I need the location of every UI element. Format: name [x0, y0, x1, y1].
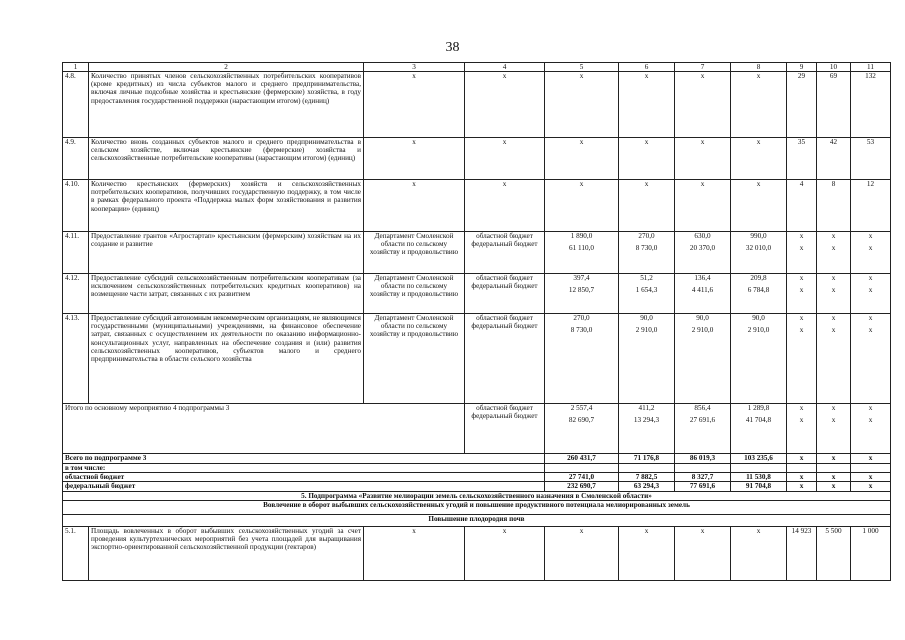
value: 90,0	[696, 314, 709, 322]
cell: х	[545, 72, 619, 138]
subtotal-label: Итого по основному мероприятию 4 подпрограммы 3	[63, 404, 465, 454]
value: х	[799, 314, 804, 322]
value: х	[831, 232, 836, 240]
value: х	[799, 286, 804, 295]
section-heading-row	[63, 491, 891, 500]
source-regional: областной бюджет	[476, 274, 533, 282]
cell	[545, 274, 619, 314]
program-table	[62, 62, 891, 581]
including-row	[63, 464, 891, 473]
cell: х	[364, 72, 465, 138]
cell	[675, 404, 731, 454]
cell	[675, 274, 731, 314]
value: х	[831, 404, 836, 412]
cell: 8	[817, 180, 851, 232]
cell: 260 431,7	[545, 454, 619, 464]
value: 82 690,7	[568, 416, 595, 425]
cell: х	[675, 180, 731, 232]
value: х	[868, 314, 873, 322]
cell: 12	[851, 180, 891, 232]
cell: х	[364, 180, 465, 232]
cell: 53	[851, 138, 891, 180]
section-heading-row	[63, 514, 891, 526]
value: х	[831, 416, 836, 425]
cell	[619, 274, 675, 314]
cell: х	[817, 454, 851, 464]
federal-budget-row	[63, 482, 891, 491]
table-row	[63, 314, 891, 404]
row-number: 4.10.	[63, 180, 89, 232]
cell: х	[465, 180, 545, 232]
cell: х	[851, 473, 891, 482]
value: 270,0	[573, 314, 590, 322]
value: 136,4	[694, 274, 711, 282]
row-name: Количество вновь созданных субъектов малого и среднего предпринимательства в сельском хозяйстве, включая крестьянские (фермерские) хозяйства и сельскохозяйственные потребительские кооперативы (нарастающим итогом) (единиц)	[89, 138, 364, 180]
cell: 232 690,7	[545, 482, 619, 491]
cell	[619, 404, 675, 454]
cell: х	[619, 138, 675, 180]
value: 2 910,0	[747, 326, 770, 335]
cell	[787, 274, 817, 314]
value: х	[831, 286, 836, 295]
cell: х	[851, 482, 891, 491]
value: 12 850,7	[568, 286, 595, 295]
value: х	[868, 232, 873, 240]
value: х	[831, 244, 836, 253]
cell: х	[545, 180, 619, 232]
cell: х	[619, 72, 675, 138]
value: 20 370,0	[689, 244, 716, 253]
col-header: 7	[675, 63, 731, 72]
source-regional: областной бюджет	[476, 314, 533, 322]
responsible-cell: Департамент Смоленской области по сельскому хозяйству и продовольствию	[364, 232, 465, 274]
value: 2 910,0	[691, 326, 714, 335]
cell: 1 000	[851, 526, 891, 580]
cell	[851, 464, 891, 473]
section-heading-row	[63, 500, 891, 514]
cell: х	[731, 526, 787, 580]
col-header: 8	[731, 63, 787, 72]
cell: х	[675, 72, 731, 138]
cell	[731, 404, 787, 454]
col-header: 4	[465, 63, 545, 72]
value: 61 110,0	[569, 244, 594, 253]
col-header: 3	[364, 63, 465, 72]
cell	[787, 464, 817, 473]
cell: х	[675, 138, 731, 180]
table-row	[63, 526, 891, 580]
cell: 71 176,8	[619, 454, 675, 464]
source-federal: федеральный бюджет	[471, 412, 538, 421]
cell	[731, 232, 787, 274]
row-number: 4.12.	[63, 274, 89, 314]
cell	[545, 464, 619, 473]
value: х	[831, 274, 836, 282]
cell	[545, 314, 619, 404]
value: х	[831, 314, 836, 322]
cell: 63 294,3	[619, 482, 675, 491]
source-cell	[465, 404, 545, 454]
cell: х	[675, 526, 731, 580]
source-federal: федеральный бюджет	[471, 282, 538, 291]
cell: х	[817, 473, 851, 482]
value: х	[868, 286, 873, 295]
responsible-cell: Департамент Смоленской области по сельскому хозяйству и продовольствию	[364, 314, 465, 404]
value: х	[799, 244, 804, 253]
cell: х	[619, 180, 675, 232]
row-number: 4.9.	[63, 138, 89, 180]
value: 13 294,3	[633, 416, 660, 425]
col-header: 9	[787, 63, 817, 72]
cell	[675, 314, 731, 404]
value: х	[799, 326, 804, 335]
cell	[851, 404, 891, 454]
value: 209,8	[750, 274, 767, 282]
cell: х	[731, 138, 787, 180]
value: 41 704,8	[745, 416, 772, 425]
cell: х	[465, 72, 545, 138]
total-row	[63, 454, 891, 464]
row-name: Количество принятых членов сельскохозяйственных потребительских кооперативов (кроме кредитных) из числа субъектов малого и среднего предпринимательства, включая личные подсобные хозяйства и крестьянские (фермерские) хозяйства, в году предоставления государственной поддержки (нарастающим итогом) (единиц)	[89, 72, 364, 138]
cell	[619, 464, 675, 473]
cell: х	[465, 526, 545, 580]
value: х	[799, 416, 804, 425]
value: х	[868, 416, 873, 425]
cell	[817, 274, 851, 314]
cell: 69	[817, 72, 851, 138]
value: х	[868, 244, 873, 253]
cell	[817, 314, 851, 404]
value: 90,0	[640, 314, 653, 322]
section-subheading: Повышение плодородия почв	[63, 514, 891, 526]
cell	[787, 314, 817, 404]
subtotal-row	[63, 404, 891, 454]
source-cell	[465, 274, 545, 314]
cell: х	[731, 72, 787, 138]
value: 90,0	[752, 314, 765, 322]
row-name: Площадь вовлеченных в оборот выбывших сельскохозяйственных угодий за счет проведения культуртехнических мероприятий без учета площадей для выращивания экспортно-ориентированной сельскохозяйственной продукции (гектаров)	[89, 526, 364, 580]
cell: 77 691,6	[675, 482, 731, 491]
cell: х	[619, 526, 675, 580]
value: х	[868, 274, 873, 282]
value: х	[868, 326, 873, 335]
value: 397,4	[573, 274, 590, 282]
regional-budget-label: областной бюджет	[63, 473, 545, 482]
value: 990,0	[750, 232, 767, 240]
cell: 29	[787, 72, 817, 138]
cell	[675, 232, 731, 274]
responsible-cell: Департамент Смоленской области по сельскому хозяйству и продовольствию	[364, 274, 465, 314]
federal-budget-label: федеральный бюджет	[63, 482, 545, 491]
value: 270,0	[638, 232, 655, 240]
value: 6 784,8	[747, 286, 770, 295]
row-name: Предоставление субсидий автономным некоммерческим организациям, не являющимся государственными (муниципальными) учреждениями, на финансовое обеспечение затрат, связанных с осуществлением их деятельности по оказанию информационно-консультационных услуг, направленных на обеспечение создания и (или) развития сельскохозяйственных кооперативов, субъектов малого и среднего предпринимательства в области сельского хозяйства	[89, 314, 364, 404]
cell	[787, 404, 817, 454]
cell	[851, 232, 891, 274]
source-regional: областной бюджет	[476, 232, 533, 240]
cell	[545, 232, 619, 274]
row-number: 4.11.	[63, 232, 89, 274]
table-row	[63, 232, 891, 274]
table-row	[63, 180, 891, 232]
cell: х	[545, 138, 619, 180]
table-row	[63, 72, 891, 138]
value: 411,2	[638, 404, 655, 412]
cell: 14 923	[787, 526, 817, 580]
source-federal: федеральный бюджет	[471, 322, 538, 331]
cell: х	[465, 138, 545, 180]
including-label: в том числе:	[63, 464, 545, 473]
cell: 42	[817, 138, 851, 180]
total-label: Всего по подпрограмме 3	[63, 454, 545, 464]
cell: 8 327,7	[675, 473, 731, 482]
table-row	[63, 274, 891, 314]
cell	[731, 314, 787, 404]
cell	[619, 314, 675, 404]
cell: х	[787, 482, 817, 491]
cell: 7 882,5	[619, 473, 675, 482]
source-cell	[465, 314, 545, 404]
value: 27 691,6	[689, 416, 716, 425]
value: х	[799, 404, 804, 412]
row-number: 5.1.	[63, 526, 89, 580]
cell: 35	[787, 138, 817, 180]
cell: 5 500	[817, 526, 851, 580]
source-cell	[465, 232, 545, 274]
cell: х	[851, 454, 891, 464]
value: 856,4	[694, 404, 711, 412]
source-regional: областной бюджет	[476, 404, 533, 412]
value: 2 557,4	[570, 404, 593, 412]
row-name: Количество крестьянских (фермерских) хозяйств и сельскохозяйственных потребительских кооперативов, получивших государственную поддержку, в том числе в рамках федерального проекта «Поддержка малых форм хозяйствования и развития кооперации» (единиц)	[89, 180, 364, 232]
col-header: 6	[619, 63, 675, 72]
col-header: 10	[817, 63, 851, 72]
table-row	[63, 138, 891, 180]
cell: х	[364, 526, 465, 580]
cell	[731, 464, 787, 473]
cell	[817, 464, 851, 473]
cell	[731, 274, 787, 314]
value: х	[831, 326, 836, 335]
col-header: 2	[89, 63, 364, 72]
cell: 103 235,6	[731, 454, 787, 464]
value: 1 289,8	[747, 404, 770, 412]
value: 8 730,0	[570, 326, 593, 335]
page-number: 38	[445, 40, 460, 55]
cell	[817, 404, 851, 454]
value: х	[868, 404, 873, 412]
value: 8 730,0	[635, 244, 658, 253]
value: 2 910,0	[635, 326, 658, 335]
cell	[851, 274, 891, 314]
row-name: Предоставление субсидий сельскохозяйственным потребительским кооперативам (за исключением сельскохозяйственных потребительских кредитных кооперативов) на возмещение части затрат, связанных с их развитием	[89, 274, 364, 314]
row-number: 4.13.	[63, 314, 89, 404]
cell: х	[364, 138, 465, 180]
value: х	[799, 274, 804, 282]
row-name: Предоставление грантов «Агростартап» крестьянским (фермерским) хозяйствам на их создание и развитие	[89, 232, 364, 274]
value: 51,2	[640, 274, 653, 282]
cell: х	[787, 473, 817, 482]
value: 32 010,0	[745, 244, 772, 253]
col-header: 11	[851, 63, 891, 72]
cell: 132	[851, 72, 891, 138]
col-header: 1	[63, 63, 89, 72]
value: 1 890,0	[570, 232, 593, 240]
value: 630,0	[694, 232, 711, 240]
cell	[675, 464, 731, 473]
column-number-row	[63, 63, 891, 72]
section-heading: 5. Подпрограмма «Развитие мелиорации земель сельскохозяйственного назначения в Смоленской области»	[63, 491, 891, 500]
cell: 86 019,3	[675, 454, 731, 464]
row-number: 4.8.	[63, 72, 89, 138]
cell	[619, 232, 675, 274]
source-federal: федеральный бюджет	[471, 240, 538, 249]
cell: х	[817, 482, 851, 491]
value: х	[799, 232, 804, 240]
value: 4 411,6	[691, 286, 714, 295]
cell: 91 704,8	[731, 482, 787, 491]
regional-budget-row	[63, 473, 891, 482]
cell	[545, 404, 619, 454]
cell: х	[545, 526, 619, 580]
cell	[787, 232, 817, 274]
cell: 27 741,0	[545, 473, 619, 482]
cell: 4	[787, 180, 817, 232]
section-subheading: Вовлечение в оборот выбывших сельскохозяйственных угодий и повышение продуктивного потенциала мелиорированных земель	[63, 500, 891, 514]
cell: 11 530,8	[731, 473, 787, 482]
cell	[817, 232, 851, 274]
cell: х	[787, 454, 817, 464]
value: 1 654,3	[635, 286, 658, 295]
cell: х	[731, 180, 787, 232]
col-header: 5	[545, 63, 619, 72]
cell	[851, 314, 891, 404]
